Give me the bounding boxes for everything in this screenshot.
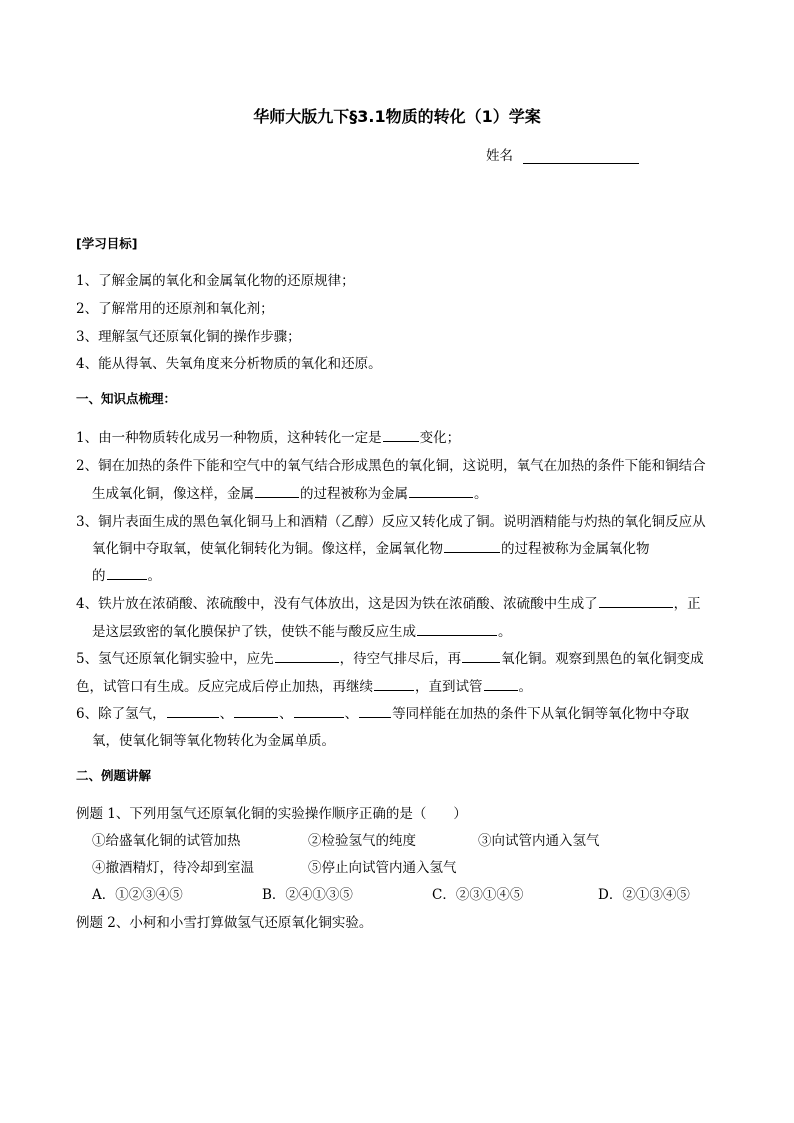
q2-text: 生成氧化铜，像这样，金属 — [92, 486, 254, 502]
knowledge-q2-line1: 2、铜在加热的条件下能和空气中的氧气结合形成黑色的氧化铜，这说明，氧气在加热的条件下能和铜结合 — [76, 458, 706, 474]
page-title: 华师大版九下§3.1物质的转化（1）学案 — [253, 107, 541, 126]
name-blank[interactable] — [523, 149, 639, 164]
example2-question: 例题 2、小柯和小雪打算做氢气还原氧化铜实验。 — [76, 915, 373, 931]
goal-item: 3、理解氢气还原氧化铜的操作步骤； — [76, 329, 301, 345]
goals-heading: [学习目标] — [76, 236, 138, 251]
goal-item: 1、了解金属的氧化和金属氧化物的还原规律； — [76, 273, 355, 289]
q5-blank[interactable] — [374, 677, 414, 691]
knowledge-q4-line1 — [76, 592, 701, 612]
knowledge-q5-line2 — [76, 675, 532, 695]
knowledge-q3-line1: 3、铜片表面生成的黑色氧化铜马上和酒精（乙醇）反应又转化成了铜。说明酒精能与灼热的氧化铜反应从 — [76, 514, 706, 530]
q5-text: ，待空气排尽后，再 — [339, 651, 462, 667]
knowledge-q1 — [76, 426, 460, 446]
q6-blank[interactable] — [359, 704, 391, 718]
q3-text: 氧化铜中夺取氧，使氧化铜转化为铜。像这样，金属氧化物 — [92, 541, 443, 557]
example1-option-a[interactable]: A．①②③④⑤ — [92, 887, 183, 903]
examples-heading: 二、例题讲解 — [76, 768, 152, 783]
q6-text: 、 — [279, 706, 293, 722]
example1-option-d[interactable]: D．②①③④⑤ — [598, 887, 690, 903]
q2-blank[interactable] — [409, 484, 473, 498]
q1-text: 变化； — [419, 430, 461, 446]
knowledge-q5-line1 — [76, 647, 704, 667]
example1-option-c[interactable]: C．②③①④⑤ — [432, 887, 524, 903]
knowledge-heading: 一、知识点梳理： — [76, 391, 177, 406]
q4-text: 。 — [498, 624, 512, 640]
name-label: 姓名 — [486, 148, 513, 164]
q5-text: 。 — [518, 679, 532, 695]
q6-blank[interactable] — [167, 704, 219, 718]
q2-blank[interactable] — [255, 484, 299, 498]
example1-step: ③向试管内通入氢气 — [478, 833, 600, 849]
q6-text: 、 — [344, 706, 359, 722]
knowledge-q6-line2: 氧，使氧化铜等氧化物转化为金属单质。 — [92, 733, 335, 749]
example1-step: ②检验氢气的纯度 — [308, 833, 416, 849]
q3-text: 。 — [147, 568, 161, 584]
knowledge-q2-line2 — [92, 482, 488, 502]
example1-step: ①给盛氧化铜的试管加热 — [92, 833, 241, 849]
q1-blank[interactable] — [383, 428, 419, 442]
q3-blank[interactable] — [444, 539, 500, 553]
q5-text: ，直到试管 — [415, 679, 483, 695]
name-field[interactable] — [486, 144, 639, 164]
q5-blank[interactable] — [484, 677, 518, 691]
q3-blank[interactable] — [107, 566, 147, 580]
q6-blank[interactable] — [294, 704, 344, 718]
q4-blank[interactable] — [599, 594, 673, 608]
q4-blank[interactable] — [417, 622, 497, 636]
q2-text: 。 — [474, 486, 488, 502]
q5-text: 5、氢气还原氧化铜实验中，应先 — [76, 651, 274, 667]
q6-text: 等同样能在加热的条件下从氧化铜等氧化物中夺取 — [392, 706, 690, 722]
knowledge-q4-line2 — [92, 620, 512, 640]
q5-blank[interactable] — [462, 649, 500, 663]
q1-text: 1、由一种物质转化成另一种物质，这种转化一定是 — [76, 430, 382, 446]
q2-text: 的过程被称为金属 — [300, 486, 408, 502]
example1-step: ⑤停止向试管内通入氢气 — [308, 860, 457, 876]
example1-option-b[interactable]: B．②④①③⑤ — [262, 887, 353, 903]
q3-text: 的 — [92, 568, 106, 584]
q5-text: 氧化铜。观察到黑色的氧化铜变成 — [501, 651, 704, 667]
example1-question: 例题 1、下列用氢气还原氧化铜的实验操作顺序正确的是（ ） — [76, 806, 467, 822]
q3-text: 的过程被称为金属氧化物 — [501, 541, 650, 557]
q5-blank[interactable] — [275, 649, 339, 663]
goal-item: 4、能从得氧、失氧角度来分析物质的氧化和还原。 — [76, 356, 382, 372]
q5-text: 色，试管口有生成。反应完成后停止加热，再继续 — [76, 679, 373, 695]
q4-text: 是这层致密的氧化膜保护了铁，使铁不能与酸反应生成 — [92, 624, 416, 640]
q4-text: ，正 — [673, 596, 701, 612]
knowledge-q3-line2 — [92, 537, 650, 557]
goal-item: 2、了解常用的还原剂和氧化剂； — [76, 301, 274, 317]
example1-step: ④撤酒精灯，待冷却到室温 — [92, 860, 254, 876]
knowledge-q3-line3 — [92, 564, 161, 584]
q4-text: 4、铁片放在浓硝酸、浓硫酸中，没有气体放出，这是因为铁在浓硝酸、浓硫酸中生成了 — [76, 596, 598, 612]
q6-text: 6、除了氢气， — [76, 706, 166, 722]
knowledge-q6-line1 — [76, 702, 689, 722]
q6-blank[interactable] — [234, 704, 278, 718]
q6-text: 、 — [219, 706, 234, 722]
